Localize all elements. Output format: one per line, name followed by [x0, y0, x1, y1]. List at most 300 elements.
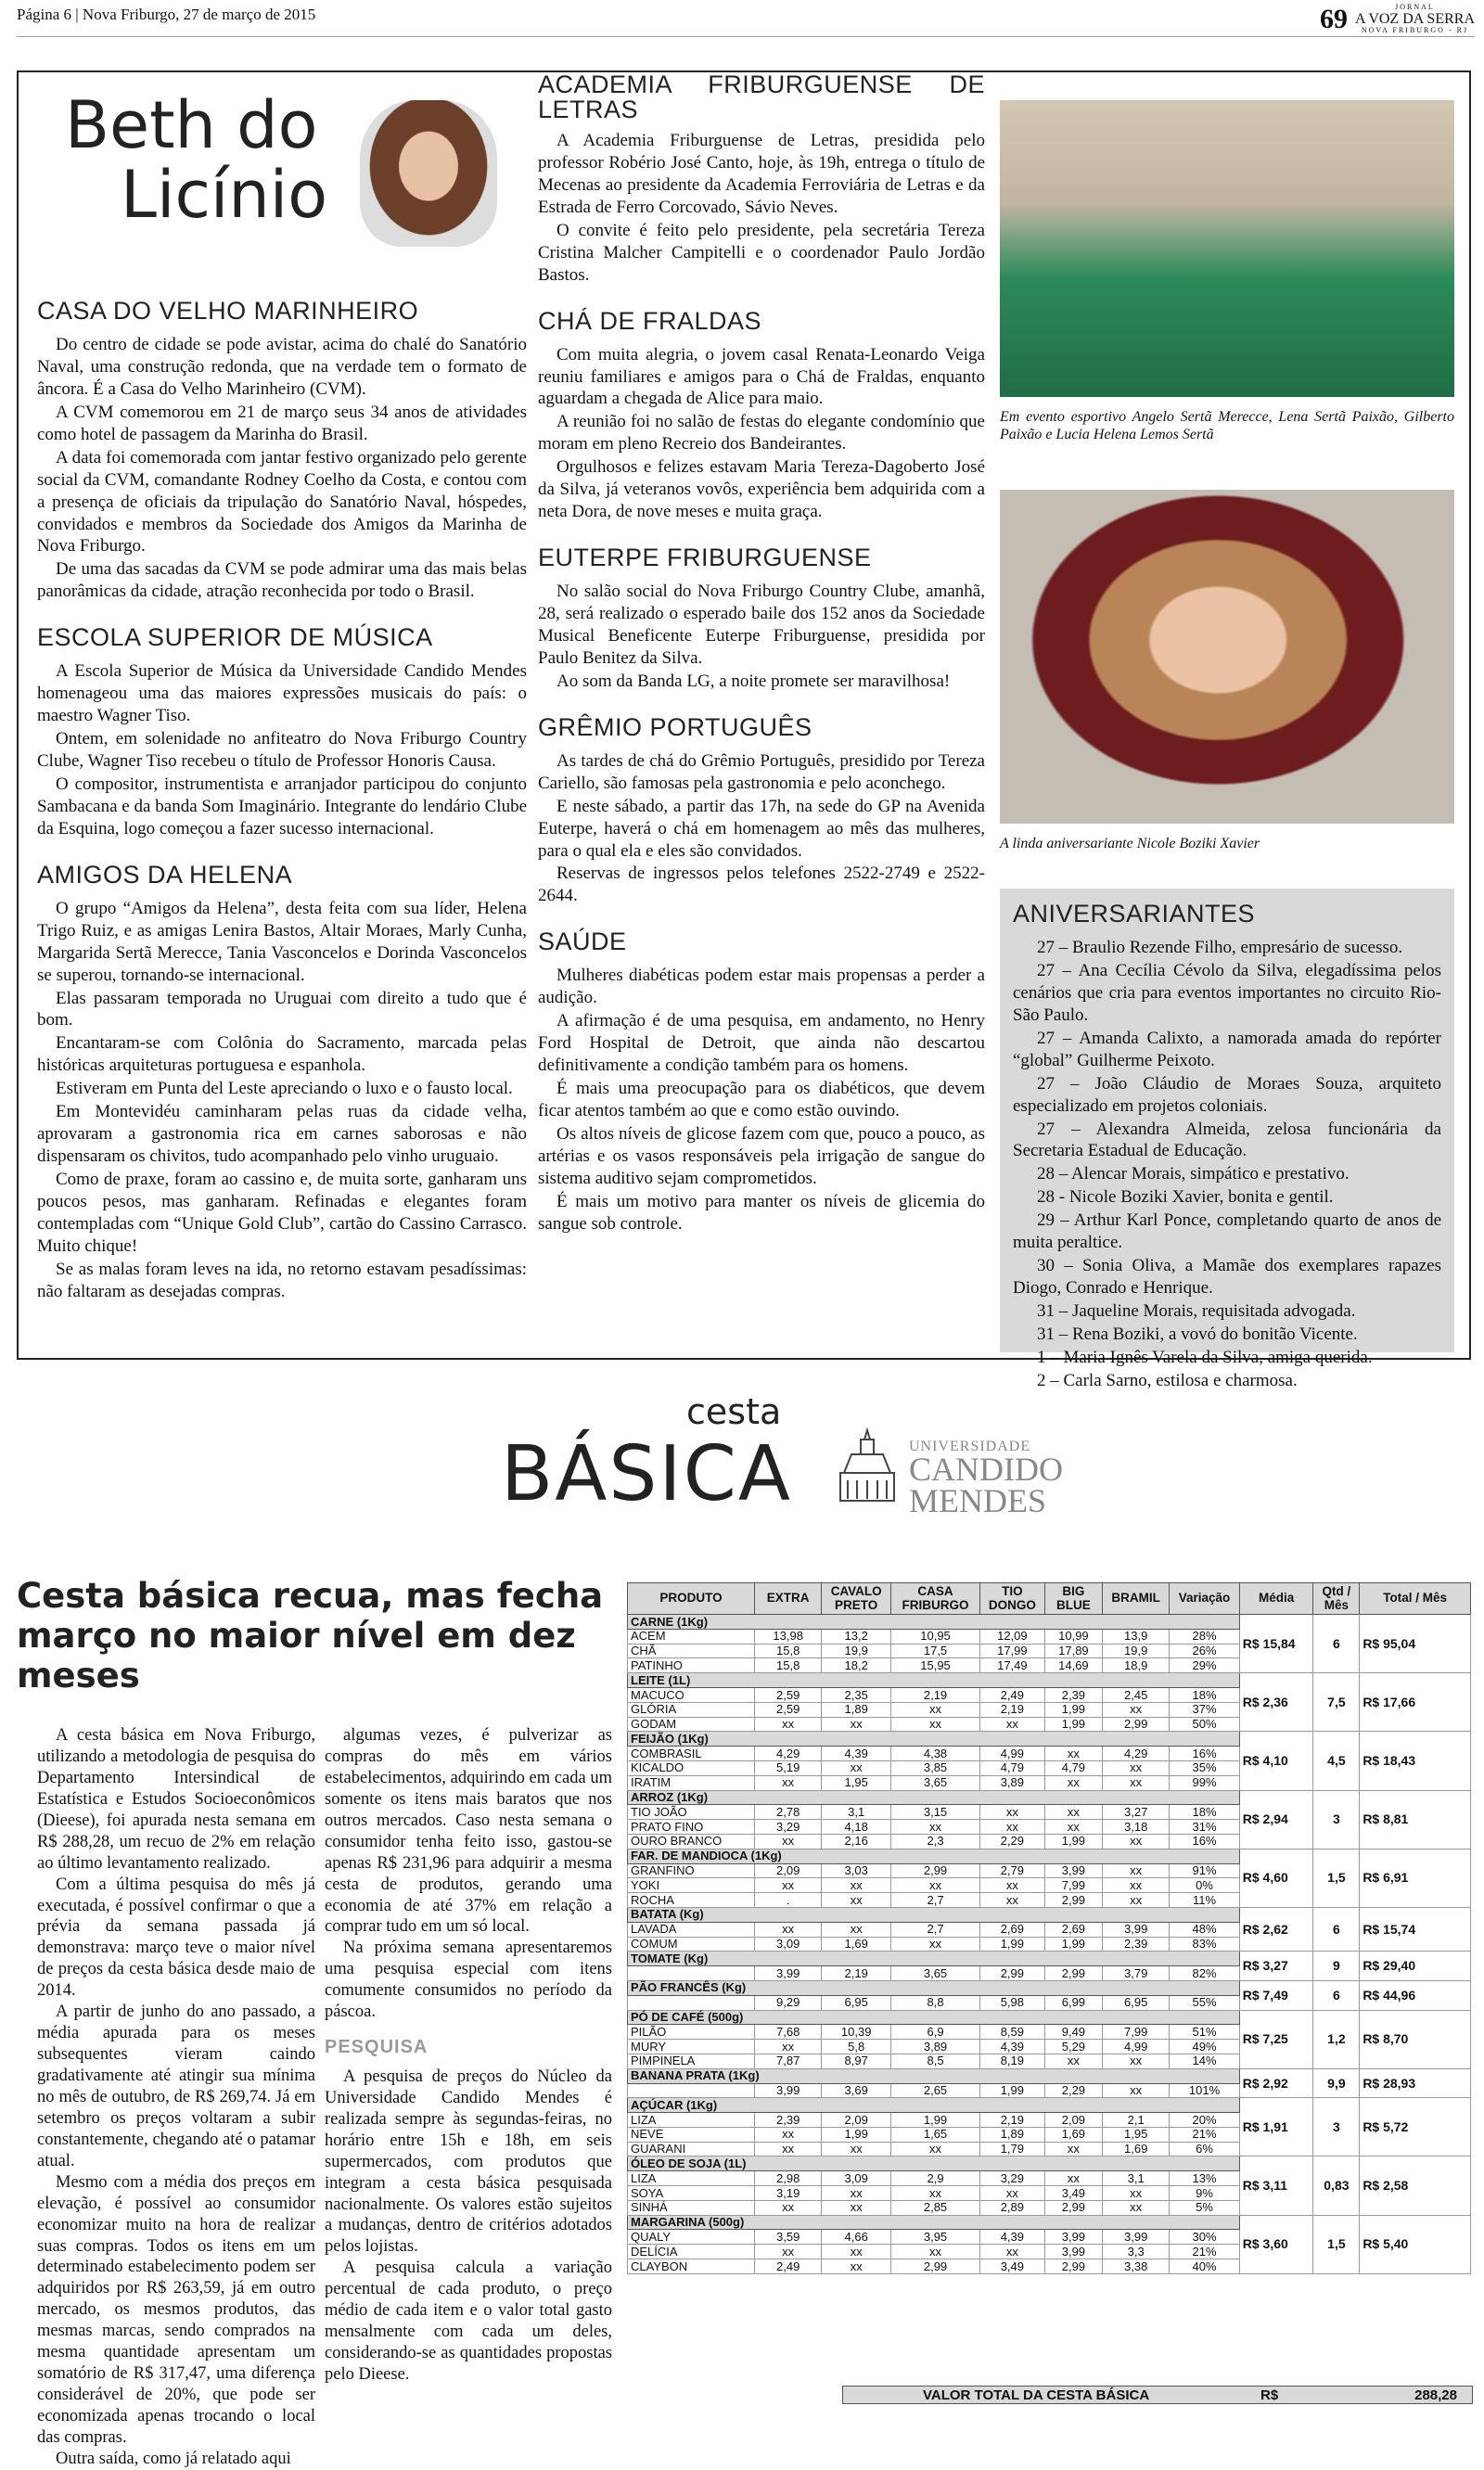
section-heading: CHÁ DE FRALDAS: [538, 306, 762, 335]
price-cell: 3,29: [979, 2171, 1044, 2186]
price-cell: xx: [755, 2040, 822, 2054]
price-cell: xx: [891, 1702, 980, 1717]
paragraph: Ao som da Banda LG, a noite promete ser maravilhosa!: [556, 671, 951, 691]
price-cell: xx: [1103, 1775, 1170, 1790]
newspaper-logo: [1320, 4, 1475, 35]
category-row: [628, 1673, 1471, 1688]
price-cell: 8,19: [979, 2054, 1044, 2068]
price-cell: 2,78: [755, 1805, 822, 1820]
total-value: 288,28: [1414, 2387, 1457, 2403]
price-cell: xx: [891, 1878, 980, 1893]
price-cell: 10,95: [891, 1629, 980, 1644]
price-cell: xx: [1103, 1760, 1170, 1775]
price-cell: 1,69: [1103, 2142, 1170, 2156]
price-cell: xx: [822, 2186, 891, 2201]
price-cell: 3,99: [1103, 2230, 1170, 2245]
category-label: TOMATE (Kg): [628, 1952, 1240, 1966]
price-cell: 1,99: [979, 1937, 1044, 1952]
product-name: [628, 2083, 755, 2098]
price-cell: 4,18: [822, 1820, 891, 1835]
price-cell: 3,1: [1103, 2171, 1170, 2186]
product-name: IRATIM: [628, 1775, 755, 1790]
price-cell: 6,9: [891, 2025, 980, 2040]
price-cell: xx: [755, 1922, 822, 1937]
product-name: OURO BRANCO: [628, 1834, 755, 1849]
column-title: Beth do Licínio: [65, 87, 328, 233]
paragraph: Como de praxe, foram ao cassino e, de muita sorte, ganharam uns poucos pesos, mas ganharam. Refinadas e elegantes foram contempladas com “Unique Gold Club”, cartão do Cassino Carrasco. Muito chique!: [37, 1170, 527, 1256]
price-cell: 2,19: [822, 1966, 891, 1981]
column-header: Qtd / Mês: [1313, 1583, 1360, 1615]
category-row: [628, 2098, 1471, 2113]
price-cell: 8,5: [891, 2054, 980, 2068]
section-heading: ESCOLA SUPERIOR DE MÚSICA: [37, 623, 433, 652]
average-cell: R$ 2,94: [1239, 1790, 1313, 1849]
section-body: [538, 130, 985, 287]
paragraph: 31 – Rena Boziki, a vovó do bonitão Vicente.: [1037, 1324, 1358, 1344]
price-cell: xx: [1103, 1834, 1170, 1849]
price-cell: xx: [891, 1937, 980, 1952]
price-cell: xx: [755, 2127, 822, 2142]
product-name: DELÍCIA: [628, 2245, 755, 2259]
price-cell: 4,99: [1103, 2040, 1170, 2054]
price-cell: 1,99: [891, 2113, 980, 2128]
price-cell: 1,99: [979, 2083, 1044, 2098]
price-cell: 3,99: [1044, 1863, 1102, 1878]
paragraph: As tardes de chá do Grêmio Português, presidido por Tereza Cariello, são famosas pela gastronomia e pelo aconchego.: [538, 750, 985, 793]
product-name: KICALDO: [628, 1760, 755, 1775]
price-cell: 10,39: [822, 2025, 891, 2040]
paragraph: Elas passaram temporada no Uruguai com direito a tudo que é bom.: [37, 988, 527, 1030]
category-row: [628, 2156, 1471, 2171]
university-seal-icon: [833, 1427, 902, 1506]
price-cell: xx: [1103, 2083, 1170, 2098]
price-cell: 9,49: [1044, 2025, 1102, 2040]
price-cell: 26%: [1170, 1644, 1239, 1658]
section-heading: CASA DO VELHO MARINHEIRO: [37, 297, 419, 325]
price-cell: 2,69: [979, 1922, 1044, 1937]
price-cell: 4,38: [891, 1747, 980, 1761]
price-cell: 6,95: [1103, 1995, 1170, 2010]
product-name: PRATO FINO: [628, 1820, 755, 1835]
price-cell: 20%: [1170, 2113, 1239, 2128]
price-cell: 4,39: [979, 2230, 1044, 2245]
price-cell: xx: [822, 1717, 891, 1732]
product-name: CLAYBON: [628, 2259, 755, 2274]
price-cell: xx: [1044, 1747, 1102, 1761]
paragraph: O convite é feito pelo presidente, pela secretária Tereza Cristina Malcher Campitelli e o coordenador Paulo Jordão Bastos.: [538, 220, 985, 285]
average-cell: R$ 1,91: [1239, 2098, 1313, 2156]
category-row: [628, 1849, 1471, 1863]
article-text: [325, 1725, 612, 2023]
price-cell: xx: [979, 2186, 1044, 2201]
price-cell: 35%: [1170, 1760, 1239, 1775]
price-cell: 3,49: [1044, 2186, 1102, 2201]
column-middle: [538, 72, 985, 1236]
quantity-cell: 6: [1313, 1615, 1360, 1673]
product-name: TIO JOÃO: [628, 1805, 755, 1820]
quantity-cell: 9: [1313, 1952, 1360, 1981]
average-cell: R$ 7,49: [1239, 1980, 1313, 2010]
price-cell: 83%: [1170, 1937, 1239, 1952]
paragraph: Orgulhosos e felizes estavam Maria Tereza-Dagoberto José da Silva, já veteranos vovôs, experiência bem adquirida com a neta Dora, de nove meses e muita graça.: [538, 457, 985, 522]
price-cell: xx: [1044, 2142, 1102, 2156]
paragraph: O compositor, instrumentista e arranjador participou do conjunto Sambacana e da banda Som Imaginário. Integrante do lendário Clube da Esquina, logo começou a fazer sucesso internacional.: [37, 774, 527, 838]
quantity-cell: 0,83: [1313, 2156, 1360, 2215]
total-cell: R$ 95,04: [1360, 1615, 1471, 1673]
product-name: LAVADA: [628, 1922, 755, 1937]
paragraph: 29 – Arthur Karl Ponce, completando quarto de anos de muita peraltice.: [1013, 1210, 1441, 1253]
paragraph: A Academia Friburguense de Letras, presidida pelo professor Robério José Canto, hoje, às 19h, entrega o título de Mecenas ao presidente da Academia Ferroviária de Letras e da Estrada de Ferro Corcovado, Sávio Neves.: [538, 131, 985, 217]
section-body: [538, 344, 985, 524]
quantity-cell: 9,9: [1313, 2068, 1360, 2098]
article-column-1: [37, 1725, 315, 2470]
price-cell: 8,8: [891, 1995, 980, 2010]
product-name: GLÓRIA: [628, 1702, 755, 1717]
price-cell: 2,79: [979, 1863, 1044, 1878]
price-cell: 5,98: [979, 1995, 1044, 2010]
price-cell: 6%: [1170, 2142, 1239, 2156]
price-cell: 13%: [1170, 2171, 1239, 2186]
price-cell: 91%: [1170, 1863, 1239, 1878]
column-header: BRAMIL: [1103, 1583, 1170, 1615]
product-name: [628, 1995, 755, 2010]
product-name: ACEM: [628, 1629, 755, 1644]
price-cell: 9%: [1170, 2186, 1239, 2201]
price-cell: 55%: [1170, 1995, 1239, 2010]
price-cell: 9,29: [755, 1995, 822, 2010]
total-cell: R$ 44,96: [1360, 1980, 1471, 2010]
quantity-cell: 1,5: [1313, 2215, 1360, 2273]
product-name: ROCHA: [628, 1893, 755, 1908]
product-name: GODAM: [628, 1717, 755, 1732]
price-cell: xx: [1044, 2171, 1102, 2186]
price-cell: 6,99: [1044, 1995, 1102, 2010]
price-cell: 11%: [1170, 1893, 1239, 1908]
birthday-photo: [1000, 490, 1454, 824]
price-cell: xx: [979, 1805, 1044, 1820]
price-cell: 2,99: [891, 2259, 980, 2274]
price-cell: 5,8: [822, 2040, 891, 2054]
price-cell: 3,69: [822, 2083, 891, 2098]
column-header: Variação: [1170, 1583, 1239, 1615]
paragraph: 27 – Ana Cecília Cévolo da Silva, elegadíssima pelos cenários que cria para eventos importantes no circuito Rio-São Paulo.: [1013, 960, 1441, 1025]
price-cell: xx: [822, 2200, 891, 2215]
author-photo: [360, 100, 497, 247]
price-cell: 2,19: [891, 1687, 980, 1702]
price-cell: xx: [822, 1760, 891, 1775]
product-name: LIZA: [628, 2113, 755, 2128]
quantity-cell: 6: [1313, 1980, 1360, 2010]
product-name: GUARANI: [628, 2142, 755, 2156]
category-label: ÓLEO DE SOJA (1L): [628, 2156, 1240, 2171]
price-cell: 2,09: [1044, 2113, 1102, 2128]
price-cell: 6,95: [822, 1995, 891, 2010]
quantity-cell: 1,2: [1313, 2010, 1360, 2068]
price-cell: 4,79: [979, 1760, 1044, 1775]
column-masthead: [37, 72, 527, 276]
product-name: PATINHO: [628, 1658, 755, 1673]
price-cell: 2,59: [755, 1702, 822, 1717]
column-header: CASA FRIBURGO: [891, 1583, 980, 1615]
product-name: SOYA: [628, 2186, 755, 2201]
paragraph: A cesta básica em Nova Friburgo, utilizando a metodologia de pesquisa do Departamento Intersindical de Estatística e Estudos Socioeconômicos (Dieese), foi apurada nesta semana em R$ 288,28, um recuo de 2% em relação ao último levantamento realizado.: [37, 1726, 315, 1873]
page-info: Página 6 | Nova Friburgo, 27 de março de 2015: [17, 6, 316, 23]
section-heading: ANIVERSARIANTES: [1013, 900, 1256, 928]
price-cell: 13,2: [822, 1629, 891, 1644]
price-cell: 5,29: [1044, 2040, 1102, 2054]
price-cell: xx: [1044, 1805, 1102, 1820]
paragraph: 27 – João Cláudio de Moraes Souza, arquiteto especializado em projetos coloniais.: [1013, 1073, 1441, 1116]
total-cell: R$ 18,43: [1360, 1732, 1471, 1790]
paragraph: 27 – Amanda Calixto, a namorada amada do repórter “global” Guilherme Peixoto.: [1013, 1028, 1441, 1070]
price-cell: 3,99: [755, 2083, 822, 2098]
table-body: [628, 1615, 1471, 2274]
price-cell: 16%: [1170, 1834, 1239, 1849]
price-cell: 3,29: [755, 1820, 822, 1835]
paragraph: Reservas de ingressos pelos telefones 2522-2749 e 2522-2644.: [538, 864, 985, 906]
price-cell: 3,49: [979, 2259, 1044, 2274]
column-header: TIO DONGO: [979, 1583, 1044, 1615]
paragraph: Na próxima semana apresentaremos uma pesquisa especial com itens comumente consumidos no período da páscoa.: [325, 1939, 612, 2022]
paragraph: Os altos níveis de glicose fazem com que, pouco a pouco, as artérias e os vasos responsáveis pela irrigação de sangue do sistema auditivo sejam comprometidos.: [538, 1123, 985, 1188]
price-cell: 18%: [1170, 1687, 1239, 1702]
category-label: PÃO FRANCÊS (Kg): [628, 1980, 1240, 1995]
section-body: [538, 581, 985, 693]
price-cell: 101%: [1170, 2083, 1239, 2098]
price-cell: 3,65: [891, 1966, 980, 1981]
category-label: BANANA PRATA (1Kg): [628, 2068, 1240, 2083]
price-cell: 15,95: [891, 1658, 980, 1673]
price-cell: xx: [755, 2200, 822, 2215]
paragraph: Mulheres diabéticas podem estar mais propensas a perder a audição.: [538, 966, 985, 1008]
price-cell: xx: [891, 2142, 980, 2156]
quantity-cell: 4,5: [1313, 1732, 1360, 1790]
price-cell: 17,89: [1044, 1644, 1102, 1658]
total-cell: R$ 6,91: [1360, 1849, 1471, 1907]
price-cell: xx: [1103, 1863, 1170, 1878]
price-cell: 3,79: [1103, 1966, 1170, 1981]
price-cell: 2,1: [1103, 2113, 1170, 2128]
price-cell: xx: [755, 1775, 822, 1790]
category-label: BATATA (Kg): [628, 1907, 1240, 1922]
total-cell: R$ 28,93: [1360, 2068, 1471, 2098]
paragraph: No salão social do Nova Friburgo Country Clube, amanhã, 28, será realizado o esperado baile dos 152 anos da Sociedade Musical Beneficente Euterpe Friburguense, presidida por Paulo Benitez da Silva.: [538, 582, 985, 668]
page-header: [17, 0, 1475, 37]
paragraph: A afirmação é de uma pesquisa, em andamento, no Henry Ford Hospital de Detroit, que ainda não descartou definitivamente a condição também para os homens.: [538, 1011, 985, 1076]
price-cell: .: [755, 1893, 822, 1908]
article-headline: Cesta básica recua, mas fecha março no maior nível em dez meses: [17, 1576, 604, 1696]
price-cell: 48%: [1170, 1922, 1239, 1937]
product-name: SINHÁ: [628, 2200, 755, 2215]
price-cell: 3,65: [891, 1775, 980, 1790]
price-cell: 1,65: [891, 2127, 980, 2142]
price-cell: xx: [1103, 1702, 1170, 1717]
column-box: [17, 70, 1471, 1390]
article-text: [325, 2067, 612, 2386]
price-cell: 1,99: [1044, 1717, 1102, 1732]
paragraph: 1 – Maria Ignês Varela da Silva, amiga querida.: [1037, 1347, 1373, 1367]
price-cell: 3,3: [1103, 2245, 1170, 2259]
price-cell: 17,5: [891, 1644, 980, 1658]
total-cell: R$ 5,40: [1360, 2215, 1471, 2273]
column-header: EXTRA: [755, 1583, 822, 1615]
product-name: CHÃ: [628, 1644, 755, 1658]
price-cell: 1,79: [979, 2142, 1044, 2156]
price-cell: 7,99: [1103, 2025, 1170, 2040]
price-cell: 2,99: [1103, 1717, 1170, 1732]
paragraph: De uma das sacadas da CVM se pode admirar uma das mais belas panorâmicas da cidade, atração reconhecida por todo o Brasil.: [37, 559, 527, 602]
price-cell: xx: [822, 1878, 891, 1893]
paragraph: O grupo “Amigos da Helena”, desta feita com sua líder, Helena Trigo Ruiz, e as amigas Lenira Bastos, Altair Moraes, Marly Cunha, Margarida Sertã Merecce, Tania Vasconcelos e Dorinda Vasconcelos se superou, tornando-se internacional.: [37, 898, 527, 985]
product-name: COMUM: [628, 1937, 755, 1952]
price-cell: 2,16: [822, 1834, 891, 1849]
price-cell: 5%: [1170, 2200, 1239, 2215]
column-header: CAVALO PRETO: [822, 1583, 891, 1615]
price-cell: 1,69: [822, 1937, 891, 1952]
product-name: PIMPINELA: [628, 2054, 755, 2068]
price-cell: 4,39: [979, 2040, 1044, 2054]
column-beth: [37, 72, 527, 1304]
price-cell: 21%: [1170, 2127, 1239, 2142]
price-cell: xx: [822, 1922, 891, 1937]
price-cell: 2,89: [979, 2200, 1044, 2215]
price-cell: 2,19: [979, 1702, 1044, 1717]
total-row: [842, 2386, 1473, 2404]
price-cell: 2,99: [1044, 1966, 1102, 1981]
total-cell: R$ 8,81: [1360, 1790, 1471, 1849]
price-cell: xx: [755, 1717, 822, 1732]
paragraph: A Escola Superior de Música da Universidade Candido Mendes homenageou uma das maiores expressões musicais do país: o maestro Wagner Tiso.: [37, 661, 527, 726]
section-heading: EUTERPE FRIBURGUENSE: [538, 544, 872, 572]
price-cell: xx: [755, 2245, 822, 2259]
quantity-cell: 1,5: [1313, 1849, 1360, 1907]
section-heading: SAÚDE: [538, 928, 627, 956]
paragraph: 28 – Alencar Morais, simpático e prestativo.: [1037, 1164, 1350, 1184]
price-cell: xx: [822, 2142, 891, 2156]
product-name: YOKI: [628, 1878, 755, 1893]
category-label: PÓ DE CAFÉ (500g): [628, 2010, 1240, 2025]
price-cell: 17,99: [979, 1644, 1044, 1658]
paragraph: 28 - Nicole Boziki Xavier, bonita e gentil.: [1037, 1187, 1334, 1208]
price-cell: xx: [1044, 2054, 1102, 2068]
price-cell: 3,03: [822, 1863, 891, 1878]
section-body: [37, 660, 527, 840]
price-cell: xx: [979, 1717, 1044, 1732]
price-cell: 99%: [1170, 1775, 1239, 1790]
quantity-cell: 3: [1313, 1790, 1360, 1849]
price-cell: xx: [755, 1834, 822, 1849]
price-cell: 31%: [1170, 1820, 1239, 1835]
paragraph: É mais um motivo para manter os níveis de glicemia do sangue sob controle.: [538, 1191, 985, 1234]
paragraph: É mais uma preocupação para os diabéticos, que devem ficar atentos também ao que e como estão ouvindo.: [538, 1079, 985, 1120]
total-cell: R$ 17,66: [1360, 1673, 1471, 1732]
price-table: [627, 1582, 1471, 2274]
paragraph: 2 – Carla Sarno, estilosa e charmosa.: [1037, 1370, 1298, 1390]
price-cell: 0%: [1170, 1878, 1239, 1893]
price-cell: 2,99: [891, 1863, 980, 1878]
total-currency: R$: [1260, 2387, 1279, 2403]
paragraph: A data foi comemorada com jantar festivo organizado pelo gerente social da CVM, comandante Rodney Coelho da Costa, e contou com a presença de oficiais da tripulação do Sanatório Naval, hóspedes, convidados e membros da Sociedade dos Amigos da Marinha de Nova Friburgo.: [37, 447, 527, 557]
price-cell: 2,45: [1103, 1687, 1170, 1702]
price-cell: xx: [891, 1717, 980, 1732]
price-cell: 18,2: [822, 1658, 891, 1673]
price-cell: 2,99: [1044, 2259, 1102, 2274]
category-label: MARGARINA (500g): [628, 2215, 1240, 2230]
price-cell: 2,39: [755, 2113, 822, 2128]
price-cell: 3,89: [891, 2040, 980, 2054]
price-cell: 29%: [1170, 1658, 1239, 1673]
price-cell: xx: [891, 1820, 980, 1835]
paragraph: 27 – Braulio Rezende Filho, empresário de sucesso.: [1037, 938, 1403, 958]
total-cell: R$ 5,72: [1360, 2098, 1471, 2156]
price-cell: 3,95: [891, 2230, 980, 2245]
average-cell: R$ 15,84: [1239, 1615, 1313, 1673]
price-cell: xx: [891, 2245, 980, 2259]
paragraph: Do centro de cidade se pode avistar, acima do chalé do Sanatório Naval, uma construção redonda, que na verdade tem o formato de âncora. É a Casa do Velho Marinheiro (CVM).: [37, 335, 527, 399]
price-cell: 4,29: [755, 1747, 822, 1761]
price-cell: 2,3: [891, 1834, 980, 1849]
event-photo: [1000, 100, 1454, 397]
price-cell: 3,15: [891, 1805, 980, 1820]
price-cell: xx: [822, 1893, 891, 1908]
total-cell: R$ 2,58: [1360, 2156, 1471, 2215]
price-cell: 1,95: [822, 1775, 891, 1790]
price-cell: 5,19: [755, 1760, 822, 1775]
product-name: [628, 1966, 755, 1981]
paragraph: Outra saída, como já relatado aqui: [56, 2449, 291, 2468]
average-cell: R$ 7,25: [1239, 2010, 1313, 2068]
product-name: GRANFINO: [628, 1863, 755, 1878]
price-cell: 1,99: [1044, 1702, 1102, 1717]
price-cell: 13,98: [755, 1629, 822, 1644]
price-cell: 21%: [1170, 2245, 1239, 2259]
category-row: [628, 1732, 1471, 1747]
paragraph: A pesquisa calcula a variação percentual de cada produto, o preço médio de cada item e o valor total gasto mensalmente com cada um deles, considerando-se as quantidades propostas pelo Dieese.: [325, 2259, 612, 2385]
paragraph: Ontem, em solenidade no anfiteatro do Nova Friburgo Country Clube, Wagner Tiso recebeu o título de Professor Honoris Causa.: [37, 729, 527, 772]
price-cell: 7,99: [1044, 1878, 1102, 1893]
price-cell: 28%: [1170, 1629, 1239, 1644]
column-header: BIG BLUE: [1044, 1583, 1102, 1615]
price-cell: xx: [891, 2186, 980, 2201]
price-cell: 50%: [1170, 1717, 1239, 1732]
photo-caption: Em evento esportivo Angelo Sertã Merecce, Lena Sertã Paixão, Gilberto Paixão e Lucia Helena Lemos Sertã: [1000, 409, 1454, 443]
paragraph: A partir de junho do ano passado, a média apurada para os meses subsequentes vieram caindo gradativamente até atingir sua mínima no mês de outubro, de R$ 269,74. Já em setembro os preços voltaram a subir constantemente, chegando até o patamar atual.: [37, 2003, 315, 2170]
product-name: PILÃO: [628, 2025, 755, 2040]
product-name: LIZA: [628, 2171, 755, 2186]
average-cell: R$ 2,36: [1239, 1673, 1313, 1732]
price-cell: 2,85: [891, 2200, 980, 2215]
price-cell: 2,39: [1103, 1937, 1170, 1952]
price-cell: 3,99: [755, 1966, 822, 1981]
section-heading: ACADEMIA FRIBURGUENSE DE LETRAS: [538, 70, 985, 123]
price-cell: 2,29: [1044, 2083, 1102, 2098]
average-cell: R$ 3,11: [1239, 2156, 1313, 2215]
price-cell: xx: [979, 2245, 1044, 2259]
price-cell: 37%: [1170, 1702, 1239, 1717]
price-cell: 8,59: [979, 2025, 1044, 2040]
price-cell: 2,49: [979, 1687, 1044, 1702]
price-cell: 15,8: [755, 1658, 822, 1673]
product-name: COMBRASIL: [628, 1747, 755, 1761]
price-cell: 3,99: [1044, 2245, 1102, 2259]
average-cell: R$ 2,62: [1239, 1907, 1313, 1951]
category-label: LEITE (1L): [628, 1673, 1240, 1688]
price-cell: 2,09: [822, 2113, 891, 2128]
section-body: [37, 898, 527, 1303]
university-name: UNIVERSIDADE CANDIDO MENDES: [909, 1439, 1063, 1520]
price-cell: 2,98: [755, 2171, 822, 2186]
price-cell: xx: [1044, 1820, 1102, 1835]
